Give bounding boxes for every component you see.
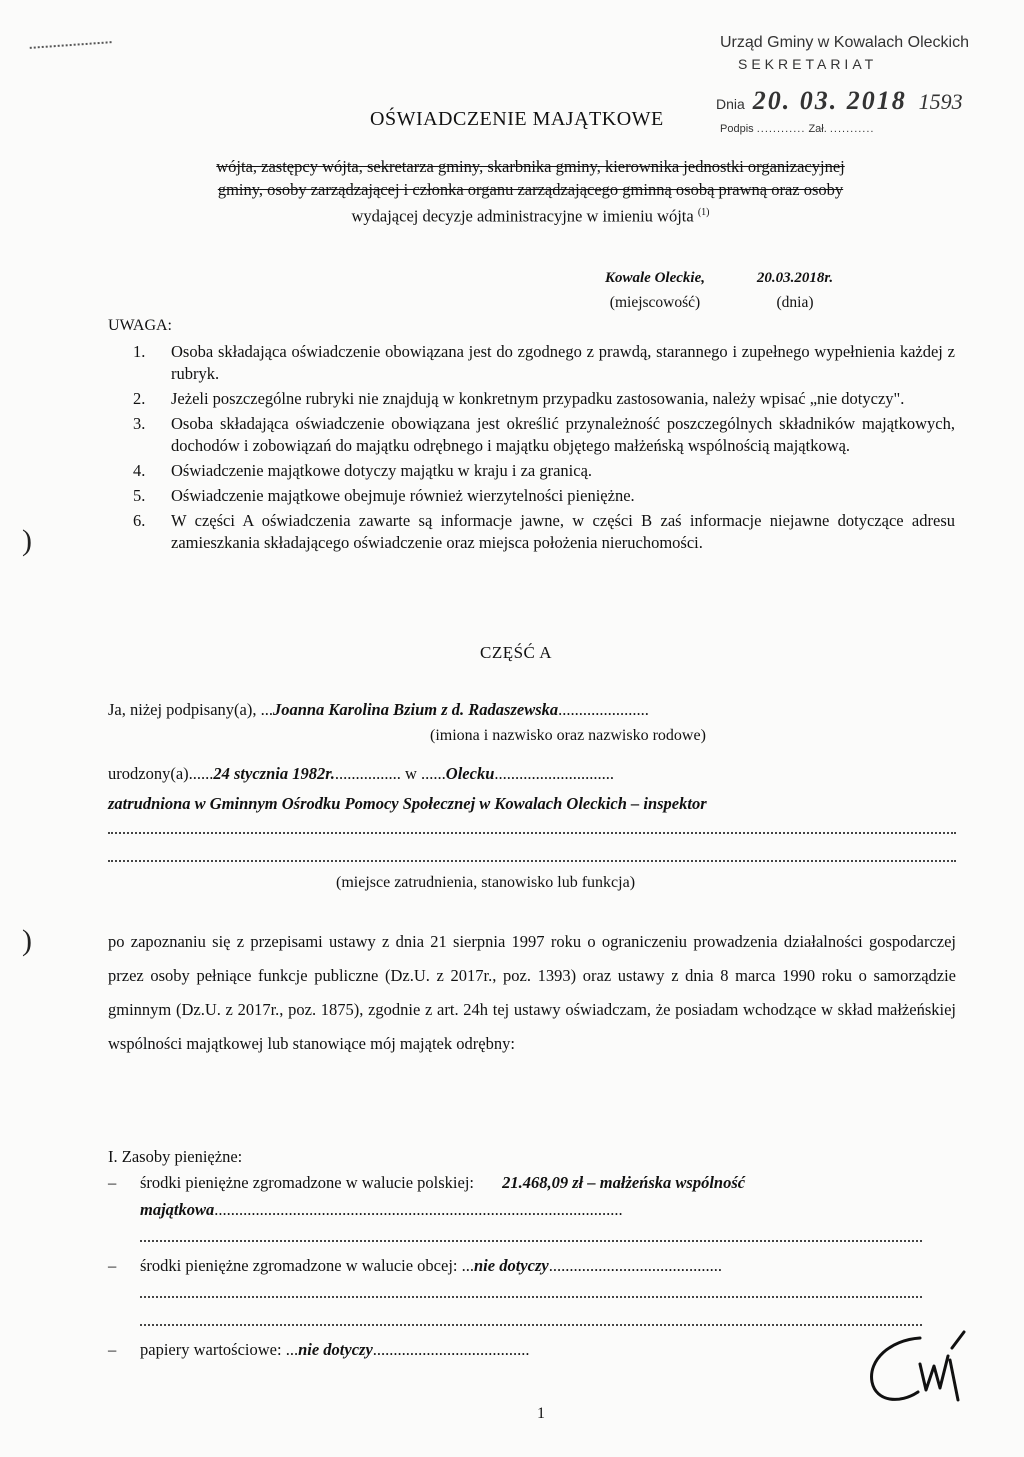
note-item	[133, 413, 955, 457]
punch-hole-mark: )	[22, 924, 32, 957]
securities-label: papiery wartościowe:	[140, 1340, 282, 1359]
note-number: 1.	[133, 342, 146, 361]
note-text: Oświadczenie majątkowe dotyczy majątku w kraju i za granicą.	[171, 461, 593, 480]
dotted-line	[108, 860, 956, 863]
stamp-office: Urząd Gminy w Kowalach Oleckich	[720, 34, 969, 51]
born-label: urodzony(a)	[108, 764, 189, 783]
note-text: Osoba składająca oświadczenie obowiązana jest określić przynależność poszczególnych składników majątkowych, dochodów i zobowiązań do majątku odrębnego i majątku objętego małżeńską wspólnością majątkową.	[171, 414, 955, 455]
note-text: Oświadczenie majątkowe obejmuje również wierzytelności pieniężne.	[171, 486, 635, 505]
note-item	[133, 388, 955, 410]
cash-pln-value: 21.468,09 zł – małżeńska wspólność	[502, 1173, 746, 1192]
stamp-attachments-label: Zał.	[808, 123, 827, 135]
declarant-birth-row: urodzony(a)......24 stycznia 1982r................. w ......Olecku.............................	[108, 764, 614, 783]
born-in-label: w	[405, 764, 417, 783]
subject-line-2: gminy, osoby zarządzającej i członka organu zarządzającego gminną osobą prawną oraz osoby	[217, 180, 844, 199]
employment-caption: (miejsce zatrudnienia, stanowisko lub funkcja)	[336, 874, 636, 891]
note-text: Osoba składająca oświadczenie obowiązana jest do zgodnego z prawdą, starannego i zupełnego wypełnienia każdej z rubryk.	[171, 342, 955, 383]
stamp-received	[716, 86, 963, 116]
declarant-prefix: Ja, niżej podpisany(a),	[108, 700, 257, 719]
stamp-department: SEKRETARIAT	[738, 56, 878, 72]
securities-row: – papiery wartościowe: ...nie dotyczy......................................	[108, 1340, 530, 1359]
declarant-name: Joanna Karolina Bzium z d. Radaszewska	[272, 700, 559, 719]
notes-list	[133, 341, 955, 557]
page-number: 1	[537, 1405, 545, 1422]
date-caption: (dnia)	[776, 294, 814, 311]
subject-line-3	[108, 201, 953, 228]
note-item	[133, 510, 955, 554]
note-text: Jeżeli poszczególne rubryki nie znajdują w konkretnym przypadku zastosowania, należy wpisać „nie dotyczy".	[171, 389, 905, 408]
dotted-line	[140, 1324, 922, 1327]
dotted-line	[140, 1296, 922, 1299]
note-number: 6.	[133, 511, 146, 530]
cash-foreign-row: – środki pieniężne zgromadzone w walucie obcej: ...nie dotyczy..........................................	[108, 1256, 722, 1275]
cash-pln-value-cont: majątkowa	[140, 1200, 215, 1219]
cash-foreign-value: nie dotyczy	[474, 1256, 549, 1275]
place-value: Kowale Oleckie,	[605, 270, 705, 286]
punch-hole-mark: )	[22, 524, 32, 557]
handwritten-initials	[860, 1330, 980, 1410]
note-number: 3.	[133, 414, 146, 433]
stamp-signature-label: Podpis	[720, 123, 754, 135]
dotted-line	[108, 832, 956, 835]
note-item	[133, 341, 955, 385]
cash-pln-value-cont-row: majątkowa...................................................................................................	[140, 1200, 623, 1219]
declarant-name-caption: (imiona i nazwisko oraz nazwisko rodowe)	[430, 727, 706, 744]
uwaga-label: UWAGA:	[108, 317, 172, 334]
born-date: 24 stycznia 1982r.	[213, 764, 335, 783]
document-subject	[108, 155, 953, 228]
subject-line-1: wójta, zastępcy wójta, sekretarza gminy, skarbnika gminy, kierownika jednostki organizacyjnej	[216, 157, 845, 176]
note-number: 5.	[133, 486, 146, 505]
cash-pln-row: – środki pieniężne zgromadzone w walucie polskiej: 21.468,09 zł – małżeńska wspólność	[108, 1173, 746, 1192]
section-1-title: I. Zasoby pieniężne:	[108, 1147, 243, 1166]
part-a-heading: CZĘŚĆ A	[480, 643, 552, 662]
scan-blot	[30, 41, 113, 59]
stamp-received-date: 20. 03. 2018	[752, 86, 907, 115]
document-title: OŚWIADCZENIE MAJĄTKOWE	[370, 108, 664, 130]
born-place: Olecku	[445, 764, 495, 783]
declarant-name-row: Ja, niżej podpisany(a), ...Joanna Karolina Bzium z d. Radaszewska......................	[108, 700, 649, 719]
declaration-paragraph: po zapoznaniu się z przepisami ustawy z dnia 21 sierpnia 1997 roku o ograniczeniu prowadzenia działalności gospodarczej przez osoby pełniące funkcje publiczne (Dz.U. z 2017r., poz. 1393) oraz ustawy z dnia 8 marca 1990 roku o samorządzie gminnym (Dz.U. z 2017r., poz. 1875), zgodnie z art. 24h tej ustawy oświadczam, że posiadam wchodzące w skład małżeńskiej wspólności majątkowej lub stanowiące mój majątek odrębny:	[108, 932, 956, 1053]
note-number: 2.	[133, 389, 146, 408]
note-item	[133, 485, 955, 507]
date-value: 20.03.2018r.	[756, 270, 834, 286]
cash-pln-label: środki pieniężne zgromadzone w walucie polskiej:	[140, 1173, 475, 1192]
stamp-received-label: Dnia	[716, 96, 745, 112]
note-text: W części A oświadczenia zawarte są informacje jawne, w części B zaś informacje niejawne dotyczące adresu zamieszkania składającego oświadczenie oraz miejsca położenia nieruchomości.	[171, 511, 955, 552]
cash-foreign-label: środki pieniężne zgromadzone w walucie obcej:	[140, 1256, 458, 1275]
note-number: 4.	[133, 461, 146, 480]
subject-line-3-text: wydającej decyzje administracyjne w imieniu wójta	[351, 206, 694, 226]
note-item	[133, 460, 955, 482]
securities-value: nie dotyczy	[298, 1340, 373, 1359]
dotted-line	[140, 1240, 922, 1243]
subject-footnote: (1)	[697, 207, 710, 218]
stamp-registry-number: 1593	[918, 89, 963, 114]
place-caption: (miejscowość)	[609, 294, 701, 311]
declarant-employment: zatrudniona w Gminnym Ośrodku Pomocy Społecznej w Kowalach Oleckich – inspektor	[108, 794, 707, 813]
stamp-signature-row: Podpis ............ Zał. ...........	[720, 123, 875, 135]
